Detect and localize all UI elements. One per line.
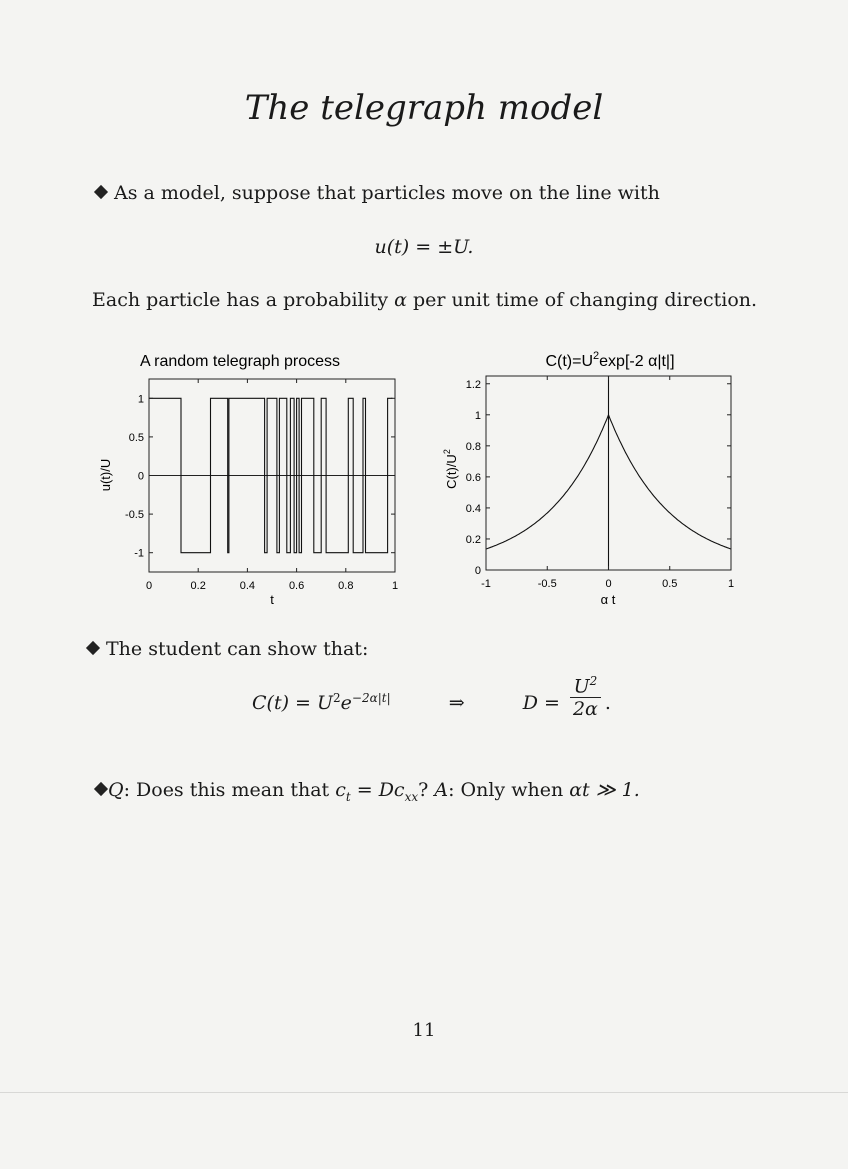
x-tick-label: 0.6 xyxy=(288,580,305,592)
y-tick-label: -1 xyxy=(134,547,144,560)
eq2-implies-arrow: ⇒ xyxy=(448,692,465,715)
a-label: A xyxy=(434,779,449,801)
eq2-frac-den: 2α xyxy=(572,698,598,721)
q-label: Q xyxy=(108,779,124,801)
para1-start: Each particle has a probability xyxy=(92,289,389,311)
para1-symbol: α xyxy=(394,289,407,311)
eq2-lhs-sup: 2 xyxy=(333,690,341,705)
x-tick-label: 0.2 xyxy=(190,580,206,592)
y-tick-label: -0.5 xyxy=(125,509,144,522)
x-tick-label: 1 xyxy=(391,580,399,592)
chart1-x-label: t xyxy=(270,592,274,607)
page-number: 11 xyxy=(412,1020,436,1041)
telegraph-process-chart xyxy=(92,344,412,614)
bullet-2 xyxy=(84,638,368,660)
scan-edge-line xyxy=(0,1092,848,1093)
equation-velocity xyxy=(0,236,848,258)
q-end: ? xyxy=(418,779,429,801)
eq1-lhs: u(t) xyxy=(374,236,410,258)
y-tick-label: 0 xyxy=(137,470,144,483)
chart2-plot-area xyxy=(486,376,731,570)
q-text: : Does this mean that xyxy=(123,779,336,801)
bullet-1 xyxy=(92,182,660,204)
x-tick-label: 0.5 xyxy=(662,578,678,590)
diamond-bullet-icon xyxy=(94,782,108,796)
chart1-plot-area xyxy=(149,398,395,552)
eq1-rhs: ±U. xyxy=(437,236,474,258)
paragraph-probability xyxy=(92,289,757,311)
question-answer xyxy=(92,779,640,804)
y-tick-label: 1.2 xyxy=(465,378,481,391)
y-tick-label: 0.6 xyxy=(465,471,481,484)
eq2-e-sup: −2α|t| xyxy=(351,690,391,705)
bullet-2-text: The student can show that: xyxy=(106,638,369,660)
eq2-d: D = xyxy=(522,692,560,715)
x-tick-label: 1 xyxy=(727,578,735,590)
bullet-1-text: As a model, suppose that particles move on the line with xyxy=(114,182,660,204)
y-tick-label: 0.8 xyxy=(465,440,481,453)
x-tick-label: -1 xyxy=(481,578,491,590)
chart2-y-label: $C(t)/U^2$ xyxy=(442,449,459,489)
y-tick-label: 0.5 xyxy=(128,431,144,444)
correlation-chart xyxy=(438,344,748,614)
q-eq2-sub: xx xyxy=(404,789,419,804)
eq2-e: e xyxy=(340,692,352,715)
chart1-x-ticks xyxy=(146,379,398,592)
eq2-fraction xyxy=(570,674,601,720)
diamond-bullet-icon xyxy=(86,641,100,655)
y-tick-label: 1 xyxy=(474,409,481,422)
x-tick-label: 0 xyxy=(145,580,153,592)
x-tick-label: 0.8 xyxy=(338,580,354,592)
a-text: : Only when xyxy=(448,779,570,801)
chart2-x-ticks xyxy=(481,376,734,590)
diamond-bullet-icon xyxy=(94,185,108,199)
q-eq1-sub: t xyxy=(345,789,351,804)
y-tick-label: 0.4 xyxy=(465,502,481,515)
eq2-period: . xyxy=(604,692,611,715)
eq2-frac-num: $U^2$ xyxy=(570,674,601,698)
chart1-y-label: u(t)/U xyxy=(98,458,113,492)
x-tick-label: 0 xyxy=(605,578,612,590)
chart2-y-ticks xyxy=(466,379,731,577)
a-condition: αt ≫ 1. xyxy=(569,779,640,801)
chart1-y-ticks xyxy=(125,393,395,559)
chart2-x-label: α t xyxy=(600,592,616,607)
page-title: The telegraph model xyxy=(244,88,604,128)
q-eq1: c xyxy=(335,779,346,801)
x-tick-label: 0.4 xyxy=(239,580,256,592)
y-tick-label: 1 xyxy=(137,393,144,406)
para1-end: per unit time of changing direction. xyxy=(413,289,758,311)
y-tick-label: 0.2 xyxy=(465,533,481,546)
equation-correlation xyxy=(252,674,611,721)
y-tick-label: 0 xyxy=(474,565,481,577)
eq1-equals: = xyxy=(415,236,432,258)
eq2-lhs: C(t) = U xyxy=(252,692,334,715)
chart1-title: A random telegraph process xyxy=(139,353,341,370)
chart2-title: $C(t)=U^2\exp[-2$ α|t|] xyxy=(545,350,675,370)
x-tick-label: -0.5 xyxy=(537,578,557,590)
q-eq-mid: = Dc xyxy=(350,779,405,801)
